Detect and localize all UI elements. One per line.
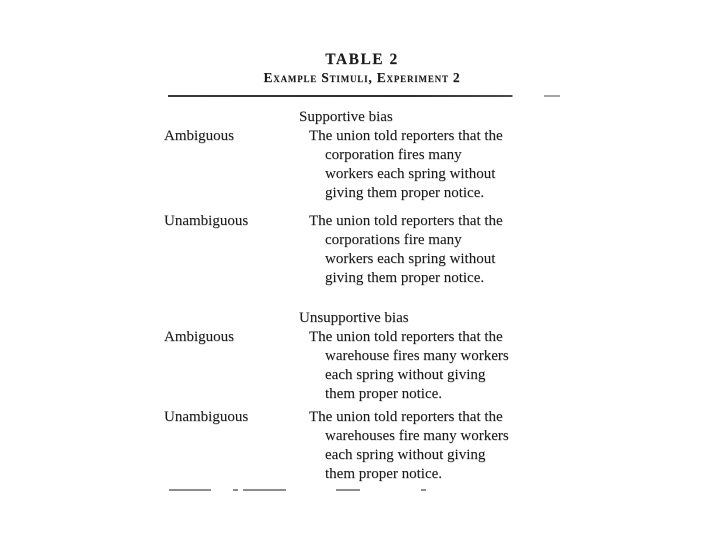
stimulus-line: The union told reporters that the	[309, 128, 503, 144]
stimulus-line: warehouses fire many workers	[325, 428, 509, 444]
stimulus-text	[309, 328, 509, 404]
rule-dash	[421, 489, 426, 491]
scanned-table-page	[164, 52, 560, 492]
table-row-unsupportive-unambiguous	[164, 408, 560, 484]
row-label: Ambiguous	[164, 128, 235, 144]
stimulus-line: each spring without giving	[325, 447, 486, 463]
rule-dash	[243, 489, 286, 491]
table-bottom-rule	[164, 489, 560, 492]
stimulus-line: The union told reporters that the	[309, 213, 503, 229]
stimulus-line: them proper notice.	[325, 466, 443, 482]
stimulus-line: warehouse fires many workers	[325, 348, 509, 364]
row-label: Ambiguous	[164, 329, 235, 345]
stimulus-line: The union told reporters that the	[309, 409, 503, 425]
stimulus-text	[309, 408, 509, 484]
stimulus-line: corporations fire many	[325, 232, 462, 248]
stimulus-line: giving them proper notice.	[325, 270, 485, 286]
stimulus-line: each spring without giving	[325, 367, 486, 383]
stimulus-line: giving them proper notice.	[325, 185, 485, 201]
rule-dash	[169, 489, 211, 491]
row-label: Unambiguous	[164, 213, 249, 229]
table-row-supportive-unambiguous	[164, 212, 560, 288]
table-row-unsupportive-ambiguous	[164, 328, 560, 404]
table-title: TABLE 2	[325, 51, 399, 68]
stimulus-text	[309, 127, 503, 203]
stimulus-line: them proper notice.	[325, 386, 443, 402]
table-subtitle: Example Stimuli, Experiment 2	[263, 70, 461, 85]
stimulus-text	[309, 212, 503, 288]
rule-dash	[233, 489, 238, 491]
stimulus-line: The union told reporters that the	[309, 329, 503, 345]
section-heading-unsupportive-bias: Unsupportive bias	[299, 310, 409, 326]
table-top-rule	[164, 95, 560, 97]
stimulus-line: workers each spring without	[325, 251, 496, 267]
rule-dash	[336, 489, 360, 491]
stimulus-line: workers each spring without	[325, 166, 496, 182]
section-heading-supportive-bias: Supportive bias	[299, 109, 393, 125]
table-row-supportive-ambiguous	[164, 127, 560, 203]
row-label: Unambiguous	[164, 409, 249, 425]
stimulus-line: corporation fires many	[325, 147, 462, 163]
